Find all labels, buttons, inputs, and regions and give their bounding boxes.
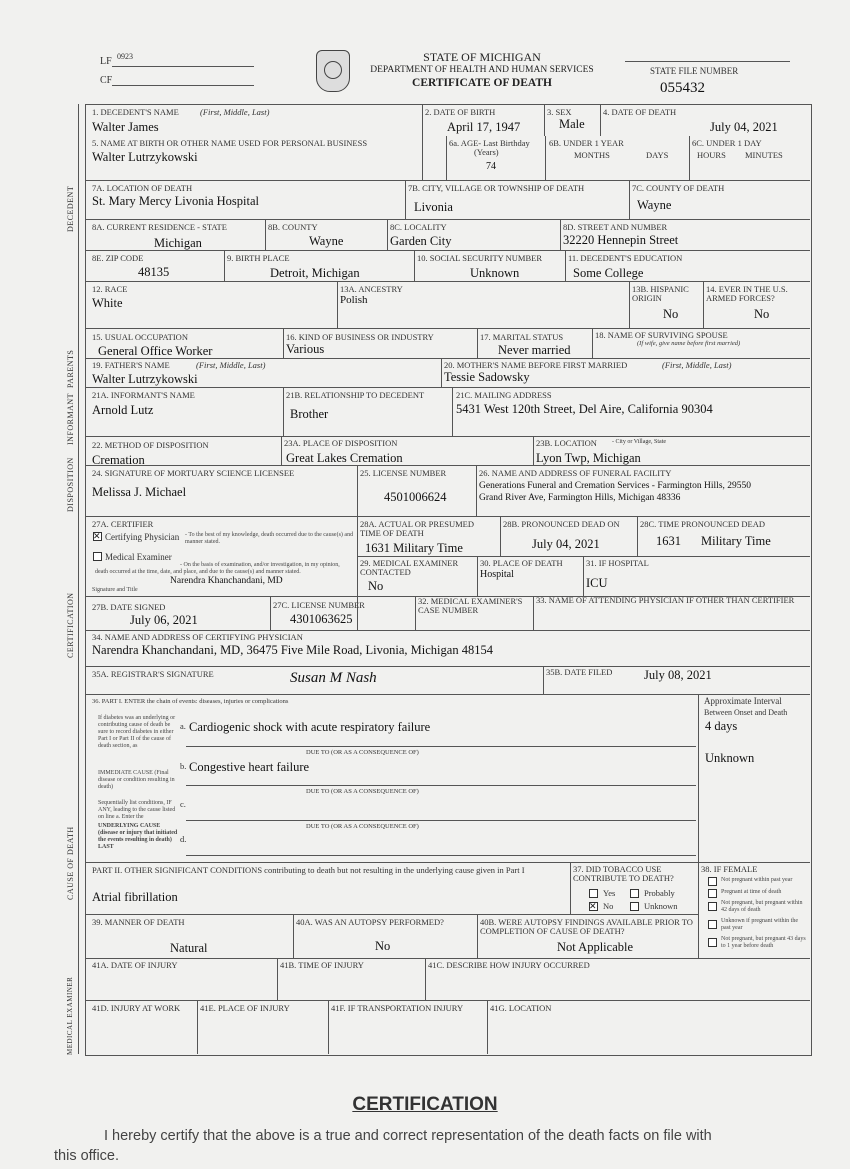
tobacco-probably-label: Probably (644, 888, 675, 898)
date-filed-value: July 08, 2021 (644, 668, 712, 682)
me-contacted-value: No (368, 579, 384, 593)
diabetes-note: If diabetes was an underlying or contributing cause of death be sure to record diabetes in either Part I or Part II of the cause of death section, as (98, 715, 176, 749)
f6c-label: 6C. UNDER 1 DAY (692, 138, 762, 148)
side-cause: CAUSE OF DEATH (66, 826, 75, 900)
licensee-name-value: Melissa J. Michael (92, 485, 187, 499)
certifier-signature: Narendra Khanchandani, MD (170, 576, 283, 586)
birth-place-value: Detroit, Michigan (270, 266, 360, 280)
place-of-death-value: Hospital (480, 569, 514, 580)
f8c-label: 8C. LOCALITY (390, 222, 447, 232)
f27a-sig-title: Signature and Title (92, 587, 138, 593)
michigan-seal-icon (316, 50, 350, 92)
cause-b-value: Congestive heart failure (189, 760, 310, 774)
f6a-label: 6a. AGE- Last Birthday (449, 138, 530, 148)
f17-label: 17. MARITAL STATUS (480, 332, 564, 342)
f40b-label: 40B. WERE AUTOPSY FINDINGS AVAILABLE PRIOR TO COMPLETION OF CAUSE OF DEATH? (480, 917, 693, 936)
female-opt1-checkbox[interactable] (708, 877, 717, 886)
f13b-label: 13B. HISPANIC ORIGIN (632, 284, 689, 303)
location-of-death-value: St. Mary Mercy Livonia Hospital (92, 194, 259, 208)
education-value: Some College (573, 266, 644, 280)
time-pronounced-unit: Military Time (701, 534, 771, 548)
industry-value: Various (286, 342, 325, 356)
f7b-label: 7B. CITY, VILLAGE OR TOWNSHIP OF DEATH (408, 183, 585, 193)
mailing-address-value: 5431 West 120th Street, Del Aire, California 90304 (456, 402, 713, 416)
f13a-label: 13A. ANCESTRY (340, 284, 403, 294)
interval-sub: Between Onset and Death (704, 708, 788, 717)
f33-label: 33. NAME OF ATTENDING PHYSICIAN IF OTHER THAN CERTIFIER (536, 595, 795, 605)
f28a-label: 28A. ACTUAL OR PRESUMED TIME OF DEATH (360, 519, 474, 538)
cf-line (112, 85, 254, 86)
cause-a-letter: a. (180, 721, 186, 731)
f29-label: 29. MEDICAL EXAMINER CONTACTED (360, 558, 459, 577)
disposition-method-value: Cremation (92, 453, 145, 467)
age-value: 74 (486, 161, 496, 172)
f41c-label: 41C. DESCRIBE HOW INJURY OCCURRED (428, 960, 590, 970)
title-block (352, 50, 612, 89)
f40a-label: 40A. WAS AN AUTOPSY PERFORMED? (296, 917, 444, 927)
certifying-physician-checkbox[interactable] (93, 532, 102, 541)
side-informant: INFORMANT (66, 392, 75, 445)
pronounced-dead-value: July 04, 2021 (532, 537, 600, 551)
lf-line (112, 66, 254, 67)
ssn-value: Unknown (470, 266, 520, 280)
f7a-label: 7A. LOCATION OF DEATH (92, 183, 193, 193)
f18-hint: (If wife, give name before first married) (637, 340, 741, 347)
part1-label: 36. PART I. ENTER the chain of events: diseases, injuries or complications (92, 698, 289, 705)
female-opt2: Pregnant at time of death (721, 889, 782, 895)
f27c-label: 27C. LICENSE NUMBER (273, 600, 365, 610)
disposition-place-value: Great Lakes Cremation (286, 451, 403, 465)
side-medical-examiner: MEDICAL EXAMINER (66, 976, 74, 1055)
cause-d-letter: d. (180, 834, 187, 844)
f30-label: 30. PLACE OF DEATH (480, 558, 563, 568)
f41g-label: 41G. LOCATION (490, 1003, 552, 1013)
autopsy-findings-value: Not Applicable (557, 940, 634, 954)
cause-b-letter: b. (180, 761, 187, 771)
birth-name-value: Walter Lutrzykowski (92, 150, 198, 164)
cause-c-letter: c. (180, 799, 186, 809)
lf-label: LF (100, 56, 112, 67)
female-opt4-checkbox[interactable] (708, 920, 717, 929)
f35a-label: 35A. REGISTRAR'S SIGNATURE (92, 669, 214, 679)
f12-label: 12. RACE (92, 284, 128, 294)
f38-label: 38. IF FEMALE (701, 864, 758, 874)
department-title: DEPARTMENT OF HEALTH AND HUMAN SERVICES (370, 65, 594, 75)
due-to-b: DUE TO (OR AS A CONSEQUENCE OF) (306, 788, 419, 795)
f28c-label: 28C. TIME PRONOUNCED DEAD (640, 519, 765, 529)
f14-label: 14. EVER IN THE U.S. ARMED FORCES? (706, 284, 788, 303)
f24-label: 24. SIGNATURE OF MORTUARY SCIENCE LICENSEE (92, 468, 295, 478)
side-rule (78, 104, 79, 1054)
f10-label: 10. SOCIAL SECURITY NUMBER (417, 253, 542, 263)
f27a-label: 27A. CERTIFIER (92, 519, 154, 529)
state-file-line (625, 61, 790, 62)
cause-a-interval: 4 days (705, 719, 738, 733)
tobacco-no-label: No (603, 901, 614, 911)
underlying-cause-label: UNDERLYING CAUSE (disease or injury that initiated the events resulting in death) LAST (98, 823, 178, 850)
residence-state-value: Michigan (154, 236, 202, 250)
f27a-opt1: Certifying Physician (105, 532, 180, 542)
f19-label: 19. FATHER'S NAME (92, 360, 170, 370)
side-disposition: DISPOSITION (66, 457, 75, 512)
county-of-death-value: Wayne (637, 198, 672, 212)
f32-label: 32. MEDICAL EXAMINER'S CASE NUMBER (418, 596, 523, 615)
f11-label: 11. DECEDENT'S EDUCATION (568, 253, 683, 263)
date-signed-value: July 06, 2021 (130, 613, 198, 627)
disposition-location-value: Lyon Twp, Michigan (536, 451, 641, 465)
certificate-title: CERTIFICATE OF DEATH (412, 77, 552, 89)
side-parents: PARENTS (66, 349, 75, 388)
f6c-hours: HOURS (697, 150, 726, 160)
f41e-label: 41E. PLACE OF INJURY (200, 1003, 290, 1013)
f31-label: 31. IF HOSPITAL (586, 558, 649, 568)
side-decedent: DECEDENT (66, 185, 75, 232)
relationship-value: Brother (290, 407, 329, 421)
f6a-unit: (Years) (474, 147, 499, 157)
f20-label: 20. MOTHER'S NAME BEFORE FIRST MARRIED (444, 360, 628, 370)
f41a-label: 41A. DATE OF INJURY (92, 960, 178, 970)
state-file-label: STATE FILE NUMBER (650, 66, 739, 76)
f19-hint: (First, Middle, Last) (196, 360, 266, 370)
funeral-facility-line1: Generations Funeral and Cremation Services - Farmington Hills, 29550 (479, 481, 752, 491)
zip-code-value: 48135 (138, 265, 170, 279)
part2-value: Atrial fibrillation (92, 890, 178, 904)
cause-b-interval: Unknown (705, 751, 755, 765)
f27b-label: 27B. DATE SIGNED (92, 602, 166, 612)
immediate-cause-label: IMMEDIATE CAUSE (Final disease or condition resulting in death) (98, 770, 175, 790)
f6b-months: MONTHS (574, 150, 610, 160)
certification-title: CERTIFICATION (352, 1094, 498, 1115)
cf-label: CF (100, 75, 113, 86)
tobacco-yes-label: Yes (603, 888, 616, 898)
f4-label: 4. DATE OF DEATH (603, 107, 677, 117)
father-name-value: Walter Lutrzykowski (92, 372, 198, 386)
f18-label: 18. NAME OF SURVIVING SPOUSE (595, 330, 728, 340)
f26-label: 26. NAME AND ADDRESS OF FUNERAL FACILITY (479, 468, 672, 478)
date-of-birth-value: April 17, 1947 (447, 120, 521, 134)
f21c-label: 21C. MAILING ADDRESS (456, 390, 552, 400)
f15-label: 15. USUAL OCCUPATION (92, 332, 188, 342)
autopsy-value: No (375, 939, 391, 953)
f6c-minutes: MINUTES (745, 150, 783, 160)
certifying-physician-address: Narendra Khanchandani, MD, 36475 Five Mile Road, Livonia, Michigan 48154 (92, 643, 493, 657)
date-of-death-value: July 04, 2021 (710, 120, 778, 134)
tobacco-no-checkbox[interactable] (589, 902, 598, 911)
residence-county-value: Wayne (309, 234, 344, 248)
f8a-label: 8A. CURRENT RESIDENCE - STATE (92, 222, 227, 232)
f41d-label: 41D. INJURY AT WORK (92, 1003, 181, 1013)
f39-label: 39. MANNER OF DEATH (92, 917, 185, 927)
female-opt3: Not pregnant, but pregnant within 42 days of death (721, 900, 803, 913)
state-title: STATE OF MICHIGAN (423, 50, 541, 64)
hispanic-origin-value: No (663, 307, 679, 321)
f28b-label: 28B. PRONOUNCED DEAD ON (503, 519, 620, 529)
city-of-death-value: Livonia (414, 200, 453, 214)
time-pronounced-value: 1631 (656, 534, 681, 548)
tobacco-unknown-label: Unknown (644, 901, 678, 911)
tobacco-probably-checkbox[interactable] (630, 889, 639, 898)
female-opt1: Not pregnant within past year (721, 877, 793, 883)
f2-label: 2. DATE OF BIRTH (425, 107, 496, 117)
f27a-opt2-text: - On the basis of examination, and/or investigation, in my opinion, death occurred at the time, date, and place, and due to the cause(s) and manner stated. (95, 562, 340, 575)
f35b-label: 35B. DATE FILED (546, 667, 613, 677)
f20-hint: (First, Middle, Last) (662, 360, 732, 370)
f37-label: 37. DID TOBACCO USE CONTRIBUTE TO DEATH? (573, 864, 674, 883)
f5-label: 5. NAME AT BIRTH OR OTHER NAME USED FOR PERSONAL BUSINESS (92, 138, 368, 148)
medical-examiner-checkbox[interactable] (93, 552, 102, 561)
female-opt4: Unknown if pregnant within the past year (721, 918, 798, 931)
sex-value: Male (559, 117, 585, 131)
f41b-label: 41B. TIME OF INJURY (280, 960, 364, 970)
tobacco-unknown-checkbox[interactable] (630, 902, 639, 911)
f1-hint: (First, Middle, Last) (200, 107, 270, 117)
tobacco-yes-checkbox[interactable] (589, 889, 598, 898)
cause-a-value: Cardiogenic shock with acute respiratory failure (189, 720, 431, 734)
f27a-opt2: Medical Examiner (105, 552, 172, 562)
sequential-label: Sequentially list conditions, IF ANY, leading to the cause listed on line a. Enter the (98, 800, 176, 820)
race-value: White (92, 296, 123, 310)
residence-locality-value: Garden City (390, 234, 452, 248)
time-of-death-value: 1631 Military Time (365, 541, 463, 555)
interval-label: Approximate Interval (704, 696, 782, 706)
female-opt3-checkbox[interactable] (708, 902, 717, 911)
f8e-label: 8E. ZIP CODE (92, 253, 144, 263)
f41f-label: 41F. IF TRANSPORTATION INJURY (331, 1003, 464, 1013)
state-file-number: 055432 (660, 80, 705, 96)
marital-status-value: Never married (498, 343, 571, 357)
certification-line2: this office. (54, 1148, 120, 1164)
residence-street-value: 32220 Hennepin Street (563, 233, 679, 247)
ancestry-value: Polish (340, 294, 368, 306)
f1-label: 1. DECEDENT'S NAME (92, 107, 179, 117)
lf-value: 0923 (117, 52, 133, 61)
f23a-label: 23A. PLACE OF DISPOSITION (284, 438, 398, 448)
f3-label: 3. SEX (547, 107, 572, 117)
certifier-license-value: 4301063625 (290, 612, 353, 626)
decedent-name-value: Walter James (92, 120, 159, 134)
female-opt2-checkbox[interactable] (708, 889, 717, 898)
f25-label: 25. LICENSE NUMBER (360, 468, 447, 478)
f9-label: 9. BIRTH PLACE (227, 253, 290, 263)
funeral-facility-line2: Grand River Ave, Farmington Hills, Michigan 48336 (479, 493, 681, 503)
license-number-value: 4501006624 (384, 490, 447, 504)
registrar-signature: Susan M Nash (290, 670, 377, 686)
f23b-hint: - City or Village, State (612, 439, 667, 445)
part2-label: PART II. OTHER SIGNIFICANT CONDITIONS contributing to death but not resulting in the underlying cause given in Part I (92, 865, 525, 875)
f21b-label: 21B. RELATIONSHIP TO DECEDENT (286, 390, 425, 400)
f8b-label: 8B. COUNTY (268, 222, 318, 232)
f23b-label: 23B. LOCATION (536, 438, 597, 448)
female-opt5-checkbox[interactable] (708, 938, 717, 947)
informant-name-value: Arnold Lutz (92, 403, 154, 417)
certification-line1: I hereby certify that the above is a true and correct representation of the death facts on file with (104, 1128, 712, 1144)
due-to-c: DUE TO (OR AS A CONSEQUENCE OF) (306, 823, 419, 830)
f7c-label: 7C. COUNTY OF DEATH (632, 183, 725, 193)
occupation-value: General Office Worker (98, 344, 213, 358)
f27a-opt1-text: - To the best of my knowledge, death occurred due to the cause(s) and manner stated. (185, 532, 354, 545)
female-opt5: Not pregnant, but pregnant 43 days to 1 year before death (721, 936, 806, 949)
if-hospital-value: ICU (586, 576, 608, 590)
f6b-days: DAYS (646, 150, 669, 160)
f21a-label: 21A. INFORMANT'S NAME (92, 390, 195, 400)
f22-label: 22. METHOD OF DISPOSITION (92, 440, 209, 450)
due-to-a: DUE TO (OR AS A CONSEQUENCE OF) (306, 749, 419, 756)
f34-label: 34. NAME AND ADDRESS OF CERTIFYING PHYSICIAN (92, 632, 303, 642)
f6b-label: 6B. UNDER 1 YEAR (549, 138, 624, 148)
mother-name-value: Tessie Sadowsky (444, 370, 530, 384)
side-certification: CERTIFICATION (66, 592, 75, 658)
manner-of-death-value: Natural (170, 941, 208, 955)
f16-label: 16. KIND OF BUSINESS OR INDUSTRY (286, 332, 434, 342)
armed-forces-value: No (754, 307, 770, 321)
f8d-label: 8D. STREET AND NUMBER (563, 222, 668, 232)
